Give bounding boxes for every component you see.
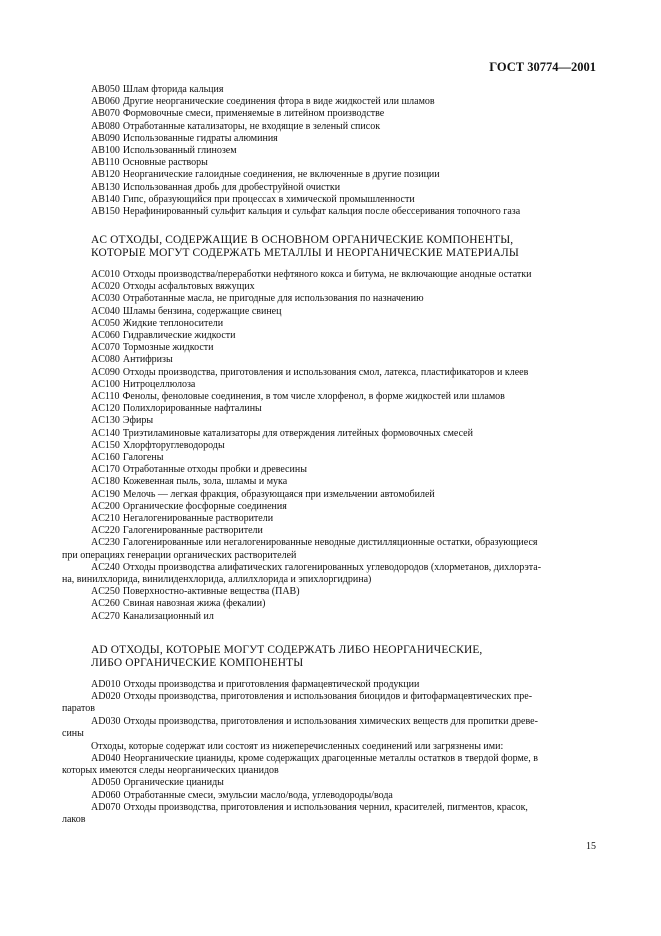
- entry-continuation-line: [0, 814, 661, 826]
- list-item: [0, 330, 661, 342]
- waste-code: AC180: [91, 476, 120, 488]
- list-item: [0, 403, 661, 415]
- list-item: [0, 84, 661, 96]
- entry-text: которых имеются следы неорганических цианидов: [62, 765, 279, 777]
- entry-first-line: [0, 452, 661, 464]
- waste-code: AC090: [91, 366, 120, 378]
- waste-code: AC080: [91, 354, 120, 366]
- entry-text: Нерафинированный сульфит кальция и сульфат кальция после обессеривания топочного газа: [122, 206, 521, 218]
- list-item: [0, 269, 661, 281]
- entry-text: Шлам фторида кальция: [122, 84, 224, 95]
- entry-text: сины: [62, 727, 84, 739]
- entry-text: Полихлорированные нафталины: [122, 403, 262, 415]
- list-item: [0, 293, 661, 305]
- list-item: [0, 194, 661, 206]
- entry-text: Тормозные жидкости: [122, 342, 214, 354]
- entry-text: Формовочные смеси, применяемые в литейном производстве: [122, 108, 385, 120]
- entry-text: паратов: [62, 703, 95, 715]
- entry-first-line: [0, 108, 661, 120]
- waste-code: AC200: [91, 500, 120, 512]
- entry-first-line: [0, 501, 661, 513]
- waste-code: AC070: [91, 342, 120, 354]
- list-item: [0, 108, 661, 120]
- list-item: [0, 281, 661, 293]
- entry-first-line: [0, 133, 661, 145]
- list-item: [0, 96, 661, 108]
- entry-first-line: [0, 428, 661, 440]
- list-item: [0, 133, 661, 145]
- entry-first-line: [0, 489, 661, 501]
- entry-first-line: [0, 84, 661, 96]
- entry-first-line: [0, 716, 661, 728]
- list-item: [0, 777, 661, 789]
- entry-text: Органические цианиды: [123, 777, 224, 789]
- entry-text: Хлорфторуглеводороды: [122, 439, 225, 451]
- entry-first-line: [0, 342, 661, 354]
- waste-code: AC030: [91, 293, 120, 305]
- waste-code: AB060: [91, 96, 120, 108]
- list-item: [0, 611, 661, 623]
- waste-code: AD030: [91, 715, 121, 727]
- entry-text: Отходы асфальтовых вяжущих: [122, 281, 255, 293]
- list-item: [0, 342, 661, 354]
- entry-text: Использованная дробь для дробеструйной очистки: [122, 181, 341, 193]
- list-item: [0, 169, 661, 181]
- page-number: 15: [586, 841, 596, 852]
- list-item: [0, 379, 661, 391]
- waste-code: AC060: [91, 330, 120, 342]
- standard-designation: ГОСТ 30774—2001: [489, 60, 596, 74]
- waste-code: AD060: [91, 789, 121, 801]
- waste-code: AD020: [91, 691, 121, 703]
- entry-first-line: [0, 330, 661, 342]
- entry-text: Неорганические цианиды, кроме содержащих драгоценные металлы остатков в твердой форме, в: [123, 753, 538, 764]
- waste-code: AD050: [91, 777, 121, 789]
- waste-code: AC250: [91, 586, 120, 598]
- entry-text: Гидравлические жидкости: [122, 330, 236, 342]
- list-item: [0, 391, 661, 403]
- entry-text: Фенолы, феноловые соединения, в том числе хлорфенол, в форме жидкостей или шламов: [122, 391, 505, 403]
- entry-first-line: [0, 598, 661, 610]
- entry-first-line: [0, 476, 661, 488]
- list-item: [0, 753, 661, 777]
- waste-code: AD040: [91, 753, 121, 764]
- waste-code: AC170: [91, 464, 120, 476]
- list-item: [0, 145, 661, 157]
- entry-first-line: [0, 281, 661, 293]
- entry-first-line: [0, 194, 661, 206]
- list-item: [0, 790, 661, 802]
- heading-line: AD ОТХОДЫ, КОТОРЫЕ МОГУТ СОДЕРЖАТЬ ЛИБО НЕОРГАНИЧЕСКИЕ,: [91, 644, 483, 656]
- entry-text: Галогены: [122, 452, 164, 464]
- entry-text: Неорганические галоидные соединения, не включенные в другие позиции: [122, 169, 440, 181]
- entry-text: Отходы производства, приготовления и использования смол, латекса, пластификаторов и клеев: [122, 366, 529, 378]
- entry-text: Нитроцеллюлоза: [122, 378, 196, 390]
- list-item: [0, 182, 661, 194]
- list-item: [0, 476, 661, 488]
- list-item: [0, 537, 661, 561]
- heading-line: AC ОТХОДЫ, СОДЕРЖАЩИЕ В ОСНОВНОМ ОРГАНИЧЕСКИЕ КОМПОНЕНТЫ,: [91, 234, 514, 246]
- entry-first-line: [0, 367, 661, 379]
- list-item: [0, 428, 661, 440]
- entry-first-line: [0, 562, 661, 574]
- section-ad-list-second: [0, 753, 661, 826]
- waste-code: AB090: [91, 132, 120, 144]
- list-item: [0, 318, 661, 330]
- list-item: [0, 306, 661, 318]
- entry-first-line: [0, 537, 661, 549]
- entry-first-line: [0, 611, 661, 623]
- entry-first-line: [0, 440, 661, 452]
- section-ac-heading: [91, 234, 611, 260]
- waste-code: AB120: [91, 169, 120, 181]
- entry-first-line: [0, 790, 661, 802]
- entry-text: Отходы производства, приготовления и использования чернил, красителей, пигментов, красок,: [123, 801, 528, 813]
- entry-first-line: [0, 206, 661, 218]
- entry-text: Отходы производства и приготовления фармацевтической продукции: [123, 679, 420, 690]
- list-item: [0, 562, 661, 586]
- waste-code: AD070: [91, 801, 121, 813]
- entry-text: Основные растворы: [122, 157, 208, 169]
- entry-first-line: [0, 391, 661, 403]
- waste-code: AC100: [91, 378, 120, 390]
- entry-first-line: [0, 306, 661, 318]
- waste-code: AB080: [91, 120, 120, 132]
- waste-code: AB110: [91, 157, 120, 169]
- entry-text: Гипс, образующийся при процессах в химической промышленности: [122, 193, 415, 205]
- waste-code: AC020: [91, 281, 120, 293]
- list-item: [0, 489, 661, 501]
- list-item: [0, 586, 661, 598]
- section-ad-note: [0, 741, 661, 753]
- waste-code: AD010: [91, 679, 121, 690]
- entry-first-line: [0, 802, 661, 814]
- entry-continuation-line: [0, 550, 661, 562]
- list-item: [0, 464, 661, 476]
- entry-text: Поверхностно-активные вещества (ПАВ): [122, 586, 300, 598]
- entry-first-line: [0, 679, 661, 691]
- list-item: [0, 679, 661, 691]
- waste-code: AC210: [91, 513, 120, 525]
- entry-text: Органические фосфорные соединения: [122, 500, 287, 512]
- waste-code: AC040: [91, 305, 120, 317]
- list-item: [0, 501, 661, 513]
- entry-text: Отходы производства, приготовления и использования биоцидов и фитофармацевтических пре-: [123, 691, 533, 703]
- waste-code: AC190: [91, 488, 120, 500]
- entry-text: Антифризы: [122, 354, 173, 366]
- entry-text: Негалогенированные растворители: [122, 513, 274, 525]
- entry-text: Отходы производства/переработки нефтяного кокса и битума, не включающие анодные остатки: [122, 269, 532, 280]
- entry-text: Триэтиламиновые катализаторы для отверждения литейных формовочных смесей: [122, 427, 473, 439]
- waste-code: AB150: [91, 206, 120, 218]
- list-item: [0, 206, 661, 218]
- entry-first-line: [0, 403, 661, 415]
- section-ad-list-first: [0, 679, 661, 740]
- entry-text: лаков: [62, 814, 86, 826]
- list-item: [0, 598, 661, 610]
- entry-first-line: [0, 293, 661, 305]
- section-ad-heading: [91, 644, 611, 670]
- entry-continuation-line: [0, 574, 661, 586]
- list-item: [0, 354, 661, 366]
- entry-first-line: [0, 525, 661, 537]
- entry-text: Отработанные смеси, эмульсии масло/вода, углеводороды/вода: [123, 789, 393, 801]
- waste-code: AC140: [91, 427, 120, 439]
- waste-code: AC260: [91, 598, 120, 610]
- entry-text: Использованный глинозем: [122, 145, 237, 157]
- entry-text: Свиная навозная жижа (фекалии): [122, 598, 266, 610]
- entry-text: на, винилхлорида, винилиденхлорида, аллилхлорида и эпихлоргидрина): [62, 574, 372, 586]
- entry-text: Другие неорганические соединения фтора в виде жидкостей или шламов: [122, 96, 435, 108]
- list-item: [0, 802, 661, 826]
- waste-code: AC150: [91, 439, 120, 451]
- section-ac-list: [0, 269, 661, 623]
- entry-first-line: [0, 96, 661, 108]
- waste-code: AB130: [91, 181, 120, 193]
- list-item: [0, 452, 661, 464]
- entry-text: Использованные гидраты алюминия: [122, 132, 278, 144]
- entry-first-line: [0, 354, 661, 366]
- entry-text: Мелочь — легкая фракция, образующаяся при измельчении автомобилей: [122, 488, 435, 500]
- list-item: [0, 513, 661, 525]
- waste-code: AC240: [91, 561, 120, 573]
- entry-first-line: [0, 753, 661, 765]
- entry-first-line: [0, 691, 661, 703]
- entry-continuation-line: [0, 728, 661, 740]
- entry-continuation-line: [0, 703, 661, 715]
- entry-text: Шламы бензина, содержащие свинец: [122, 305, 282, 317]
- ad-note-text: Отходы, которые содержат или состоят из нижеперечисленных соединений или загрязнены ими:: [91, 741, 504, 752]
- entry-text: Кожевенная пыль, зола, шламы и мука: [122, 476, 288, 488]
- waste-code: AC120: [91, 403, 120, 415]
- list-item: [0, 691, 661, 715]
- entry-first-line: [0, 379, 661, 391]
- section-ab-list: [0, 84, 661, 218]
- list-item: [0, 157, 661, 169]
- waste-code: AB100: [91, 145, 120, 157]
- entry-text: Галогенированные растворители: [122, 525, 263, 537]
- entry-text: Отходы производства алифатических галогенированных углеводородов (хлорметанов, дихлорэта-: [122, 561, 542, 573]
- list-item: [0, 440, 661, 452]
- entry-first-line: [0, 777, 661, 789]
- entry-first-line: [0, 318, 661, 330]
- entry-first-line: [0, 157, 661, 169]
- waste-code: AC110: [91, 391, 120, 403]
- entry-continuation-line: [0, 765, 661, 777]
- heading-line: КОТОРЫЕ МОГУТ СОДЕРЖАТЬ МЕТАЛЛЫ И НЕОРГАНИЧЕСКИЕ МАТЕРИАЛЫ: [91, 247, 519, 260]
- waste-code: AC130: [91, 415, 120, 427]
- waste-code: AC220: [91, 525, 120, 537]
- waste-code: AC160: [91, 452, 120, 464]
- entry-first-line: [0, 415, 661, 427]
- entry-text: Канализационный ил: [122, 610, 214, 622]
- waste-code: AB140: [91, 193, 120, 205]
- entry-first-line: [0, 464, 661, 476]
- list-item: [0, 525, 661, 537]
- list-item: [0, 415, 661, 427]
- entry-first-line: [0, 182, 661, 194]
- heading-line: ЛИБО ОРГАНИЧЕСКИЕ КОМПОНЕНТЫ: [91, 657, 304, 670]
- list-item: [0, 121, 661, 133]
- entry-first-line: [0, 513, 661, 525]
- entry-text: Отработанные катализаторы, не входящие в зеленый список: [122, 120, 381, 132]
- waste-code: AC010: [91, 269, 120, 280]
- waste-code: AC270: [91, 610, 120, 622]
- entry-first-line: [0, 145, 661, 157]
- waste-code: AB050: [91, 84, 120, 95]
- entry-first-line: [0, 169, 661, 181]
- list-item: [0, 716, 661, 740]
- entry-text: при операциях генерации органических растворителей: [62, 549, 297, 561]
- entry-text: Отработанные масла, не пригодные для использования по назначению: [122, 293, 424, 305]
- entry-text: Отходы производства, приготовления и использования химических веществ для пропитки древе-: [123, 715, 538, 727]
- entry-text: Эфиры: [122, 415, 154, 427]
- entry-first-line: [0, 269, 661, 281]
- entry-first-line: [0, 586, 661, 598]
- list-item: [0, 367, 661, 379]
- waste-code: AC050: [91, 317, 120, 329]
- entry-text: Галогенированные или негалогенированные неводные дистилляционные остатки, образующиеся: [122, 537, 538, 549]
- entry-text: Жидкие теплоносители: [122, 317, 224, 329]
- waste-code: AC230: [91, 537, 120, 549]
- entry-first-line: [0, 121, 661, 133]
- entry-text: Отработанные отходы пробки и древесины: [122, 464, 307, 476]
- waste-code: AB070: [91, 108, 120, 120]
